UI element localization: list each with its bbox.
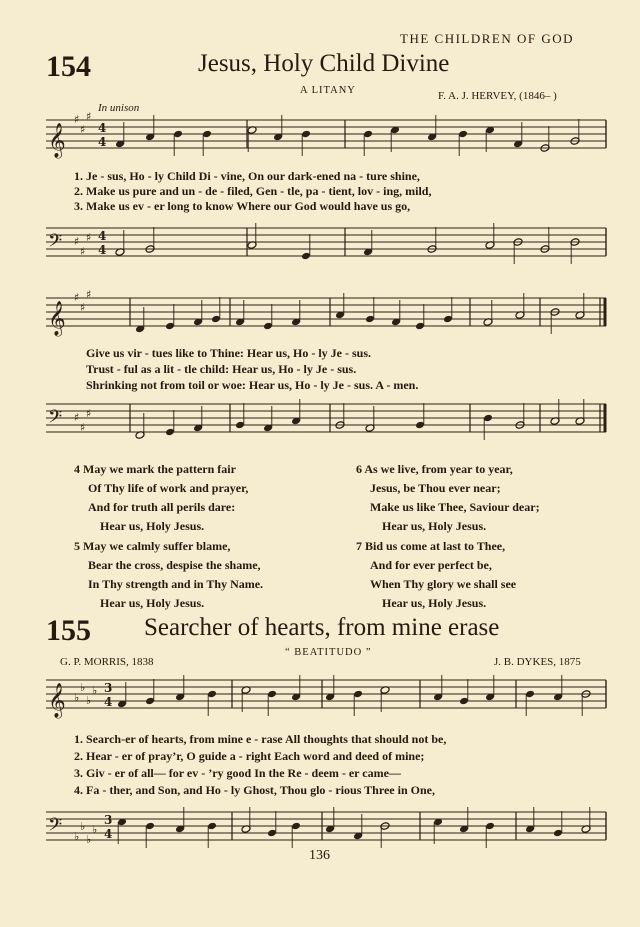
performance-direction: In unison (98, 102, 140, 114)
hymn-154-bass-staff-2 (40, 392, 620, 454)
stanza-4-line-1: 4 May we mark the pattern fair (74, 462, 236, 476)
hymn-155-tune-name: “ BEATITUDO ” (285, 647, 372, 658)
time-signature-top: 4 (98, 229, 107, 243)
hymn-154-treble-staff-2 (40, 286, 620, 348)
sharp-sign: ♯ (80, 123, 86, 136)
time-signature-top: 3 (104, 813, 113, 827)
hymn-154-subtitle: A LITANY (300, 85, 356, 96)
hymn-155-composer: J. B. DYKES, 1875 (494, 656, 581, 668)
bass-clef: 𝄢 (48, 815, 63, 840)
hymn-154-verse-1-line-1: 1. Je - sus, Ho - ly Child Di - vine, On our dark-ened na - ture shine, (74, 169, 420, 183)
hymn-154-verse-2-line-2: Trust - ful as a lit - tle child: Hear us, Ho - ly Je - sus. (86, 362, 357, 376)
hymn-155-number: 155 (46, 614, 91, 647)
hymn-154-title: Jesus, Holy Child Divine (198, 50, 450, 77)
flat-sign: ♭ (80, 820, 86, 833)
stanza-7 (356, 537, 516, 613)
hymn-154-verse-3-line-2: Shrinking not from toil or woe: Hear us, Ho - ly Je - sus. A - men. (86, 378, 419, 392)
time-signature-bottom: 4 (98, 135, 107, 149)
hymn-154-verse-1-line-2: Give us vir - tues like to Thine: Hear us, Ho - ly Je - sus. (86, 346, 372, 360)
flat-sign: ♭ (80, 681, 86, 694)
hymn-154-verse-3-line-1: 3. Make us ev - er long to know Where our God would have us go, (74, 199, 411, 213)
stanza-4-line-3: And for truth all perils dare: (88, 500, 236, 514)
hymn-155-verse-4: 4. Fa - ther, and Son, and Ho - ly Ghost, Thou glo - rious Three in One, (74, 783, 435, 797)
stanza-7-refrain: Hear us, Holy Jesus. (382, 596, 487, 610)
time-signature-top: 3 (104, 681, 113, 695)
hymn-155-author: G. P. MORRIS, 1838 (60, 656, 154, 668)
treble-clef: 𝄞 (48, 123, 66, 158)
bass-clef: 𝄢 (48, 407, 63, 432)
hymn-155-treble-staff (40, 668, 620, 730)
hymn-154-number: 154 (46, 50, 91, 83)
time-signature-bottom: 4 (104, 827, 113, 841)
treble-clef: 𝄞 (48, 301, 66, 336)
stanza-4-line-2: Of Thy life of work and prayer, (88, 481, 249, 495)
flat-sign: ♭ (74, 830, 80, 843)
sharp-sign: ♯ (86, 231, 92, 244)
hymn-155-verse-3: 3. Giv - er of all— for ev - ’ry good In the Re - deem - er came— (74, 766, 401, 780)
hymn-155-verse-1: 1. Search-er of hearts, from mine e - rase All thoughts that should not be, (74, 732, 447, 746)
stanza-6-line-2: Jesus, be Thou ever near; (370, 481, 501, 495)
sharp-sign: ♯ (86, 110, 92, 123)
hymn-155-verse-2: 2. Hear - er of pray’r, O guide a - right Each word and deed of mine; (74, 749, 425, 763)
stanza-5 (74, 537, 263, 613)
hymn-154-treble-staff-1 (40, 108, 620, 170)
sharp-sign: ♯ (86, 407, 92, 420)
sharp-sign: ♯ (80, 301, 86, 314)
stanza-5-line-3: In Thy strength and in Thy Name. (88, 577, 264, 591)
stanza-7-line-2: And for ever perfect be, (370, 558, 492, 572)
stanza-6-line-1: 6 As we live, from year to year, (356, 462, 513, 476)
stanza-5-refrain: Hear us, Holy Jesus. (100, 596, 205, 610)
hymn-154-verse-2-line-1: 2. Make us pure and un - de - filed, Gen - tle, pa - tient, lov - ing, mild, (74, 184, 432, 198)
flat-sign: ♭ (92, 823, 98, 836)
running-head: THE CHILDREN OF GOD (400, 31, 575, 46)
time-signature-bottom: 4 (98, 243, 107, 257)
flat-sign: ♭ (92, 684, 98, 697)
sharp-sign: ♯ (86, 288, 92, 301)
hymn-155-bass-staff (40, 800, 620, 862)
stanza-7-line-1: 7 Bid us come at last to Thee, (356, 539, 506, 553)
hymn-154-bass-staff-1 (40, 216, 620, 278)
stanza-7-line-3: When Thy glory we shall see (370, 577, 517, 591)
stanza-5-line-2: Bear the cross, despise the shame, (88, 558, 261, 572)
page-number: 136 (309, 848, 330, 863)
sharp-sign: ♯ (80, 421, 86, 434)
stanza-4-refrain: Hear us, Holy Jesus. (100, 519, 205, 533)
stanza-4 (74, 460, 248, 536)
time-signature-bottom: 4 (104, 695, 113, 709)
time-signature-top: 4 (98, 121, 107, 135)
flat-sign: ♭ (86, 833, 92, 846)
stanza-6 (356, 460, 540, 536)
stanza-6-refrain: Hear us, Holy Jesus. (382, 519, 487, 533)
stanza-5-line-1: 5 May we calmly suffer blame, (74, 539, 231, 553)
flat-sign: ♭ (86, 694, 92, 707)
bass-clef: 𝄢 (48, 231, 63, 256)
sharp-sign: ♯ (80, 245, 86, 258)
sharp-sign: ♯ (74, 291, 80, 304)
sharp-sign: ♯ (74, 411, 80, 424)
sharp-sign: ♯ (74, 235, 80, 248)
hymn-155-title: Searcher of hearts, from mine erase (144, 614, 500, 641)
treble-clef: 𝄞 (48, 683, 66, 718)
stanza-6-line-3: Make us like Thee, Saviour dear; (370, 500, 540, 514)
sharp-sign: ♯ (74, 113, 80, 126)
hymn-154-composer: F. A. J. HERVEY, (1846– ) (438, 90, 557, 102)
flat-sign: ♭ (74, 691, 80, 704)
